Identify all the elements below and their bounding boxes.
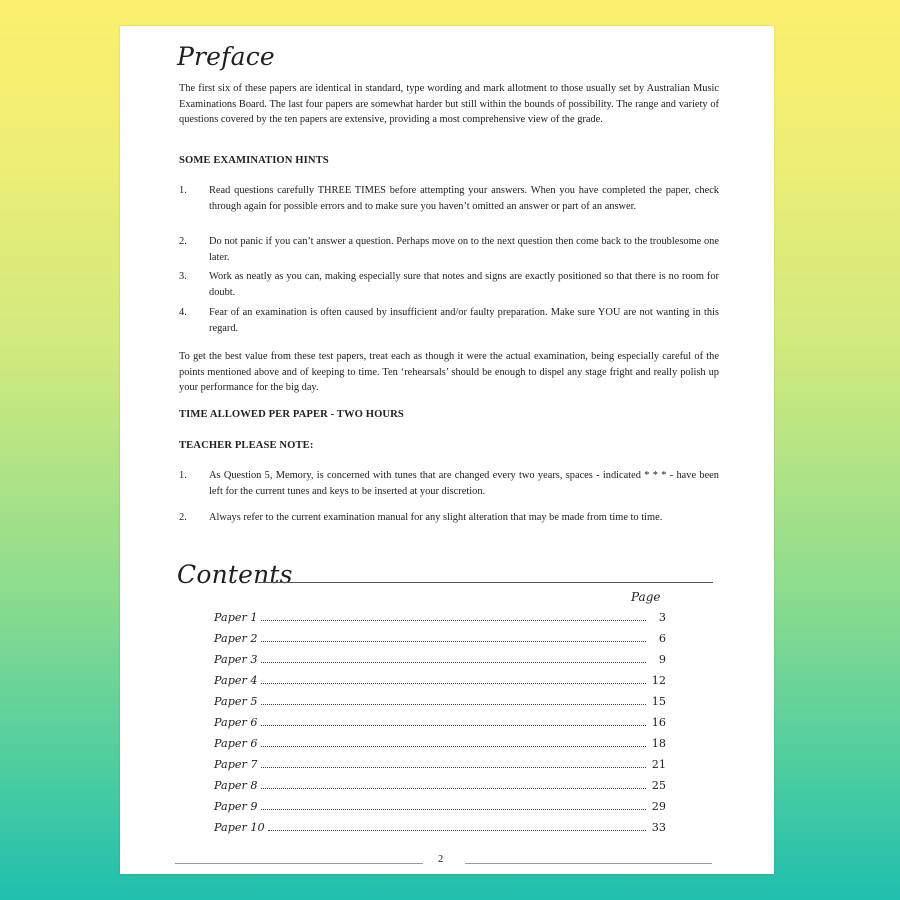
hint-number: 2. [179, 236, 187, 247]
toc-entry-label: Paper 6 [214, 737, 258, 750]
preface-intro: The first six of these papers are identical in standard, type wording and mark allotment to those usually set by Australian Music Examinations Board. The last four papers are somewhat harder but still within the bounds of possibility. The range and variety of questions covered by the ten papers are extensive, providing a most comprehensive view of the grade. [179, 83, 719, 126]
toc-entry-page: 15 [651, 695, 666, 708]
toc-entry-page: 6 [658, 632, 666, 645]
toc-leader [261, 640, 647, 642]
toc-leader [261, 682, 647, 684]
toc-leader [261, 808, 647, 810]
toc-entry[interactable] [214, 816, 666, 834]
toc-entry-label: Paper 8 [214, 779, 258, 792]
toc-entry[interactable] [214, 627, 666, 645]
hint-text: Work as neatly as you can, making especially sure that notes and signs are exactly positioned so that there is no room for doubt. [209, 271, 719, 298]
toc-entry-page: 29 [651, 800, 666, 813]
toc-leader [261, 619, 647, 621]
toc-entry-label: Paper 1 [214, 611, 258, 624]
toc-entry[interactable] [214, 648, 666, 666]
footer-rule-left [175, 863, 423, 864]
toc-leader [261, 661, 647, 663]
toc-entry-page: 3 [658, 611, 666, 624]
contents-title: Contents [177, 560, 293, 589]
hint-number: 1. [179, 185, 187, 196]
toc-leader [261, 766, 647, 768]
toc-entry[interactable] [214, 690, 666, 708]
teacher-note-number: 2. [179, 512, 187, 523]
toc-entry-page: 33 [651, 821, 666, 834]
toc-entry[interactable] [214, 795, 666, 813]
document-page [120, 26, 774, 874]
hints-heading: SOME EXAMINATION HINTS [179, 155, 329, 166]
toc-leader [268, 829, 646, 831]
toc-leader [261, 703, 647, 705]
teacher-note-heading: TEACHER PLEASE NOTE: [179, 440, 314, 451]
toc-entry-label: Paper 9 [214, 800, 258, 813]
preface-advice: To get the best value from these test papers, treat each as though it were the actual examination, being especially careful of the points mentioned above and of keeping to time. Ten ‘rehearsals’ should be enough to dispel any stage fright and really polish up your performance for the big day. [179, 351, 719, 394]
teacher-note-text: As Question 5, Memory, is concerned with tunes that are changed every two years, spaces - indicated * * * - have been left for the current tunes and keys to be inserted at your discretion. [209, 470, 719, 497]
toc-entry-page: 12 [651, 674, 666, 687]
toc-entry[interactable] [214, 753, 666, 771]
toc-leader [261, 787, 647, 789]
teacher-note-number: 1. [179, 470, 187, 481]
preface-title: Preface [177, 42, 275, 71]
toc-entry[interactable] [214, 711, 666, 729]
toc-entry-label: Paper 3 [214, 653, 258, 666]
teacher-note-text: Always refer to the current examination manual for any slight alteration that may be made from time to time. [209, 512, 663, 523]
toc-entry-label: Paper 2 [214, 632, 258, 645]
toc-entry[interactable] [214, 669, 666, 687]
toc-entry-page: 21 [651, 758, 666, 771]
hint-text: Read questions carefully THREE TIMES before attempting your answers. When you have completed the paper, check through again for possible errors and to make sure you haven’t omitted an answer or part of an answer. [209, 185, 719, 212]
hint-number: 4. [179, 307, 187, 318]
contents-page-header: Page [631, 590, 661, 604]
toc-entry-label: Paper 5 [214, 695, 258, 708]
toc-entry-label: Paper 10 [214, 821, 265, 834]
toc-entry-page: 9 [658, 653, 666, 666]
contents-rule [258, 582, 713, 583]
toc-entry-page: 18 [651, 737, 666, 750]
footer-rule-right [465, 863, 712, 864]
toc-entry-label: Paper 6 [214, 716, 258, 729]
toc-entry-label: Paper 4 [214, 674, 258, 687]
toc-leader [261, 724, 647, 726]
time-allowed-heading: TIME ALLOWED PER PAPER - TWO HOURS [179, 409, 404, 420]
toc-entry-page: 25 [651, 779, 666, 792]
toc-entry[interactable] [214, 606, 666, 624]
hint-text: Fear of an examination is often caused by insufficient and/or faulty preparation. Make sure YOU are not wanting in this regard. [209, 307, 719, 334]
toc-entry-label: Paper 7 [214, 758, 258, 771]
hint-number: 3. [179, 271, 187, 282]
hint-text: Do not panic if you can’t answer a question. Perhaps move on to the next question then come back to the troublesome one later. [209, 236, 719, 263]
toc-entry[interactable] [214, 732, 666, 750]
toc-entry-page: 16 [651, 716, 666, 729]
toc-leader [261, 745, 647, 747]
page-number: 2 [438, 854, 444, 865]
toc-entry[interactable] [214, 774, 666, 792]
